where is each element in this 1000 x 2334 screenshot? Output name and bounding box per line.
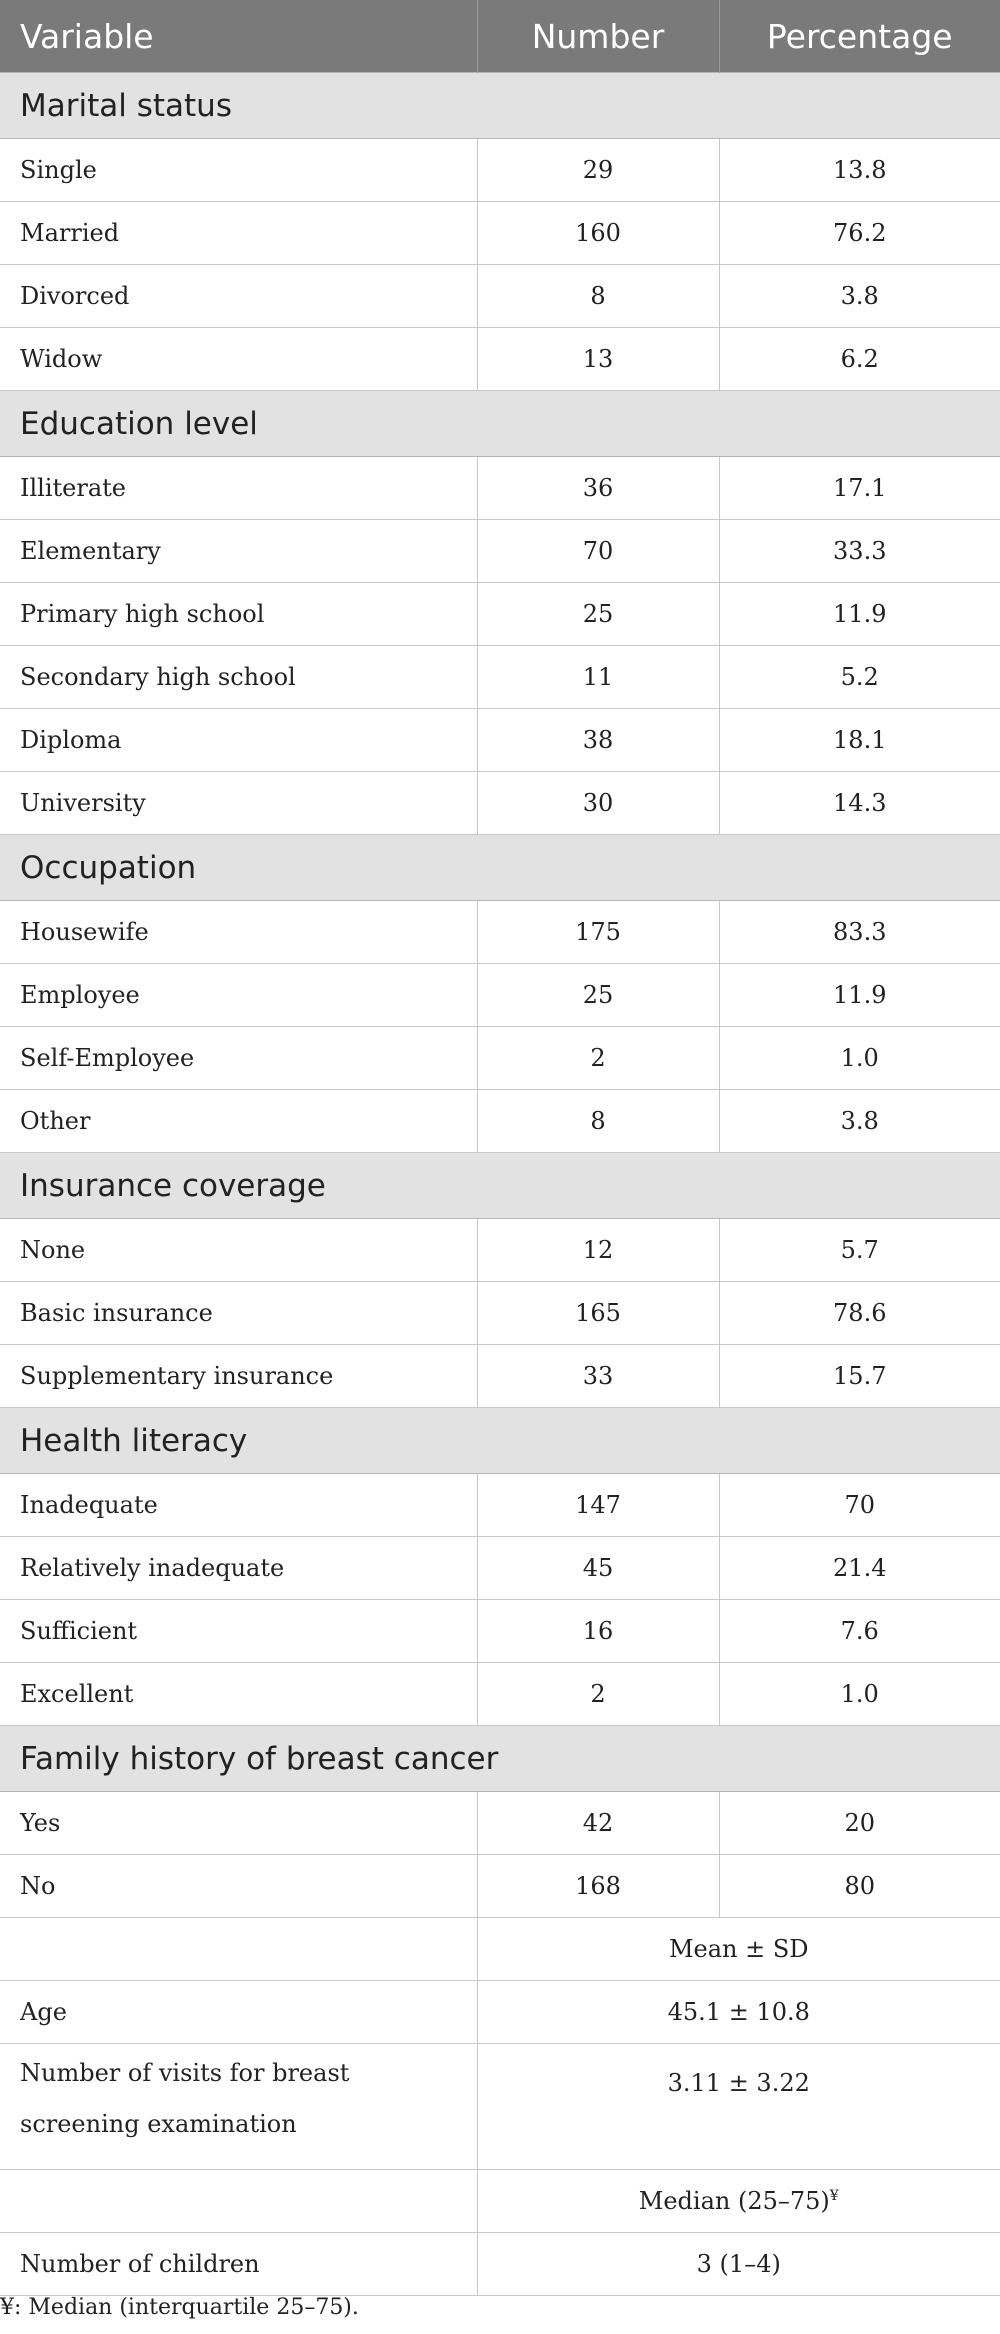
median-header-cell	[477, 2170, 1000, 2233]
table-row	[0, 583, 1000, 646]
table-row	[0, 202, 1000, 265]
row-number: 175	[477, 901, 719, 964]
row-percent: 78.6	[719, 1282, 1000, 1345]
row-label: None	[0, 1219, 477, 1282]
row-label: Sufficient	[0, 1600, 477, 1663]
section-title: Marital status	[0, 73, 1000, 139]
row-number: 36	[477, 457, 719, 520]
table-row	[0, 1219, 1000, 1282]
row-number: 13	[477, 328, 719, 391]
row-number: 2	[477, 1663, 719, 1726]
empty-cell	[0, 1918, 477, 1981]
row-label: No	[0, 1855, 477, 1918]
row-label: Relatively inadequate	[0, 1537, 477, 1600]
section-row	[0, 1408, 1000, 1474]
row-label: Inadequate	[0, 1474, 477, 1537]
median-footnote-mark: ¥	[829, 2188, 839, 2204]
row-number: 147	[477, 1474, 719, 1537]
row-percent: 33.3	[719, 520, 1000, 583]
row-percent: 5.2	[719, 646, 1000, 709]
row-label: Divorced	[0, 265, 477, 328]
median-header: Median (25–75)	[638, 2187, 830, 2215]
section-row	[0, 73, 1000, 139]
row-label: Housewife	[0, 901, 477, 964]
header-number: Number	[477, 0, 719, 73]
table-row	[0, 457, 1000, 520]
table-row	[0, 265, 1000, 328]
row-percent: 17.1	[719, 457, 1000, 520]
table-row	[0, 709, 1000, 772]
row-label: Secondary high school	[0, 646, 477, 709]
row-label: Supplementary insurance	[0, 1345, 477, 1408]
row-percent: 1.0	[719, 1663, 1000, 1726]
row-percent: 13.8	[719, 139, 1000, 202]
row-label: Widow	[0, 328, 477, 391]
row-percent: 6.2	[719, 328, 1000, 391]
row-percent: 76.2	[719, 202, 1000, 265]
table-header-row	[0, 0, 1000, 73]
row-percent: 7.6	[719, 1600, 1000, 1663]
row-label: Basic insurance	[0, 1282, 477, 1345]
table-row	[0, 1981, 1000, 2044]
row-label: Age	[0, 1981, 477, 2044]
row-number: 160	[477, 202, 719, 265]
row-percent: 11.9	[719, 964, 1000, 1027]
section-row	[0, 1153, 1000, 1219]
row-label: Employee	[0, 964, 477, 1027]
row-percent: 11.9	[719, 583, 1000, 646]
stats-subheader-row	[0, 1918, 1000, 1981]
table-row	[0, 328, 1000, 391]
header-variable: Variable	[0, 0, 477, 73]
row-number: 25	[477, 964, 719, 1027]
table-row	[0, 1855, 1000, 1918]
section-title: Occupation	[0, 835, 1000, 901]
row-number: 29	[477, 139, 719, 202]
row-number: 30	[477, 772, 719, 835]
table-row	[0, 772, 1000, 835]
row-number: 38	[477, 709, 719, 772]
row-label: Illiterate	[0, 457, 477, 520]
row-number: 165	[477, 1282, 719, 1345]
table-row	[0, 1345, 1000, 1408]
row-label: Excellent	[0, 1663, 477, 1726]
row-number: 45	[477, 1537, 719, 1600]
row-label: Single	[0, 139, 477, 202]
row-number: 16	[477, 1600, 719, 1663]
table-row	[0, 901, 1000, 964]
row-percent: 15.7	[719, 1345, 1000, 1408]
row-percent: 21.4	[719, 1537, 1000, 1600]
section-title: Education level	[0, 391, 1000, 457]
section-row	[0, 391, 1000, 457]
row-percent: 3.8	[719, 265, 1000, 328]
table-row	[0, 1282, 1000, 1345]
section-title: Health literacy	[0, 1408, 1000, 1474]
row-percent: 80	[719, 1855, 1000, 1918]
row-number: 33	[477, 1345, 719, 1408]
row-percent: 1.0	[719, 1027, 1000, 1090]
table-row	[0, 1663, 1000, 1726]
section-row	[0, 835, 1000, 901]
row-number: 42	[477, 1792, 719, 1855]
row-label: Diploma	[0, 709, 477, 772]
row-label: Yes	[0, 1792, 477, 1855]
children-value: 3 (1–4)	[477, 2233, 1000, 2296]
age-value: 45.1 ± 10.8	[477, 1981, 1000, 2044]
row-number: 2	[477, 1027, 719, 1090]
row-number: 8	[477, 265, 719, 328]
table-row	[0, 520, 1000, 583]
table-row	[0, 964, 1000, 1027]
table-row	[0, 1537, 1000, 1600]
row-label: Elementary	[0, 520, 477, 583]
row-label: Number of children	[0, 2233, 477, 2296]
empty-cell	[0, 2170, 477, 2233]
table-row	[0, 139, 1000, 202]
table-row	[0, 1474, 1000, 1537]
section-title: Insurance coverage	[0, 1153, 1000, 1219]
row-label: Number of visits for breast screening examination	[0, 2044, 477, 2170]
stats-subheader-row	[0, 2170, 1000, 2233]
row-percent: 20	[719, 1792, 1000, 1855]
header-percentage: Percentage	[719, 0, 1000, 73]
table-row	[0, 1090, 1000, 1153]
row-percent: 18.1	[719, 709, 1000, 772]
table-row	[0, 2233, 1000, 2296]
section-row	[0, 1726, 1000, 1792]
row-label: Married	[0, 202, 477, 265]
row-number: 11	[477, 646, 719, 709]
row-number: 25	[477, 583, 719, 646]
row-percent: 5.7	[719, 1219, 1000, 1282]
row-percent: 70	[719, 1474, 1000, 1537]
row-percent: 83.3	[719, 901, 1000, 964]
row-label: Self-Employee	[0, 1027, 477, 1090]
table-row	[0, 646, 1000, 709]
visits-value: 3.11 ± 3.22	[477, 2044, 1000, 2170]
row-label: Primary high school	[0, 583, 477, 646]
row-label: University	[0, 772, 477, 835]
row-label: Other	[0, 1090, 477, 1153]
table-row	[0, 1792, 1000, 1855]
row-percent: 14.3	[719, 772, 1000, 835]
row-number: 168	[477, 1855, 719, 1918]
table-row	[0, 1600, 1000, 1663]
row-number: 8	[477, 1090, 719, 1153]
table-footnote: ¥: Median (interquartile 25–75).	[0, 2295, 359, 2320]
row-number: 12	[477, 1219, 719, 1282]
row-percent: 3.8	[719, 1090, 1000, 1153]
mean-sd-header: Mean ± SD	[477, 1918, 1000, 1981]
table-row	[0, 1027, 1000, 1090]
section-title: Family history of breast cancer	[0, 1726, 1000, 1792]
row-number: 70	[477, 520, 719, 583]
table-row	[0, 2044, 1000, 2170]
